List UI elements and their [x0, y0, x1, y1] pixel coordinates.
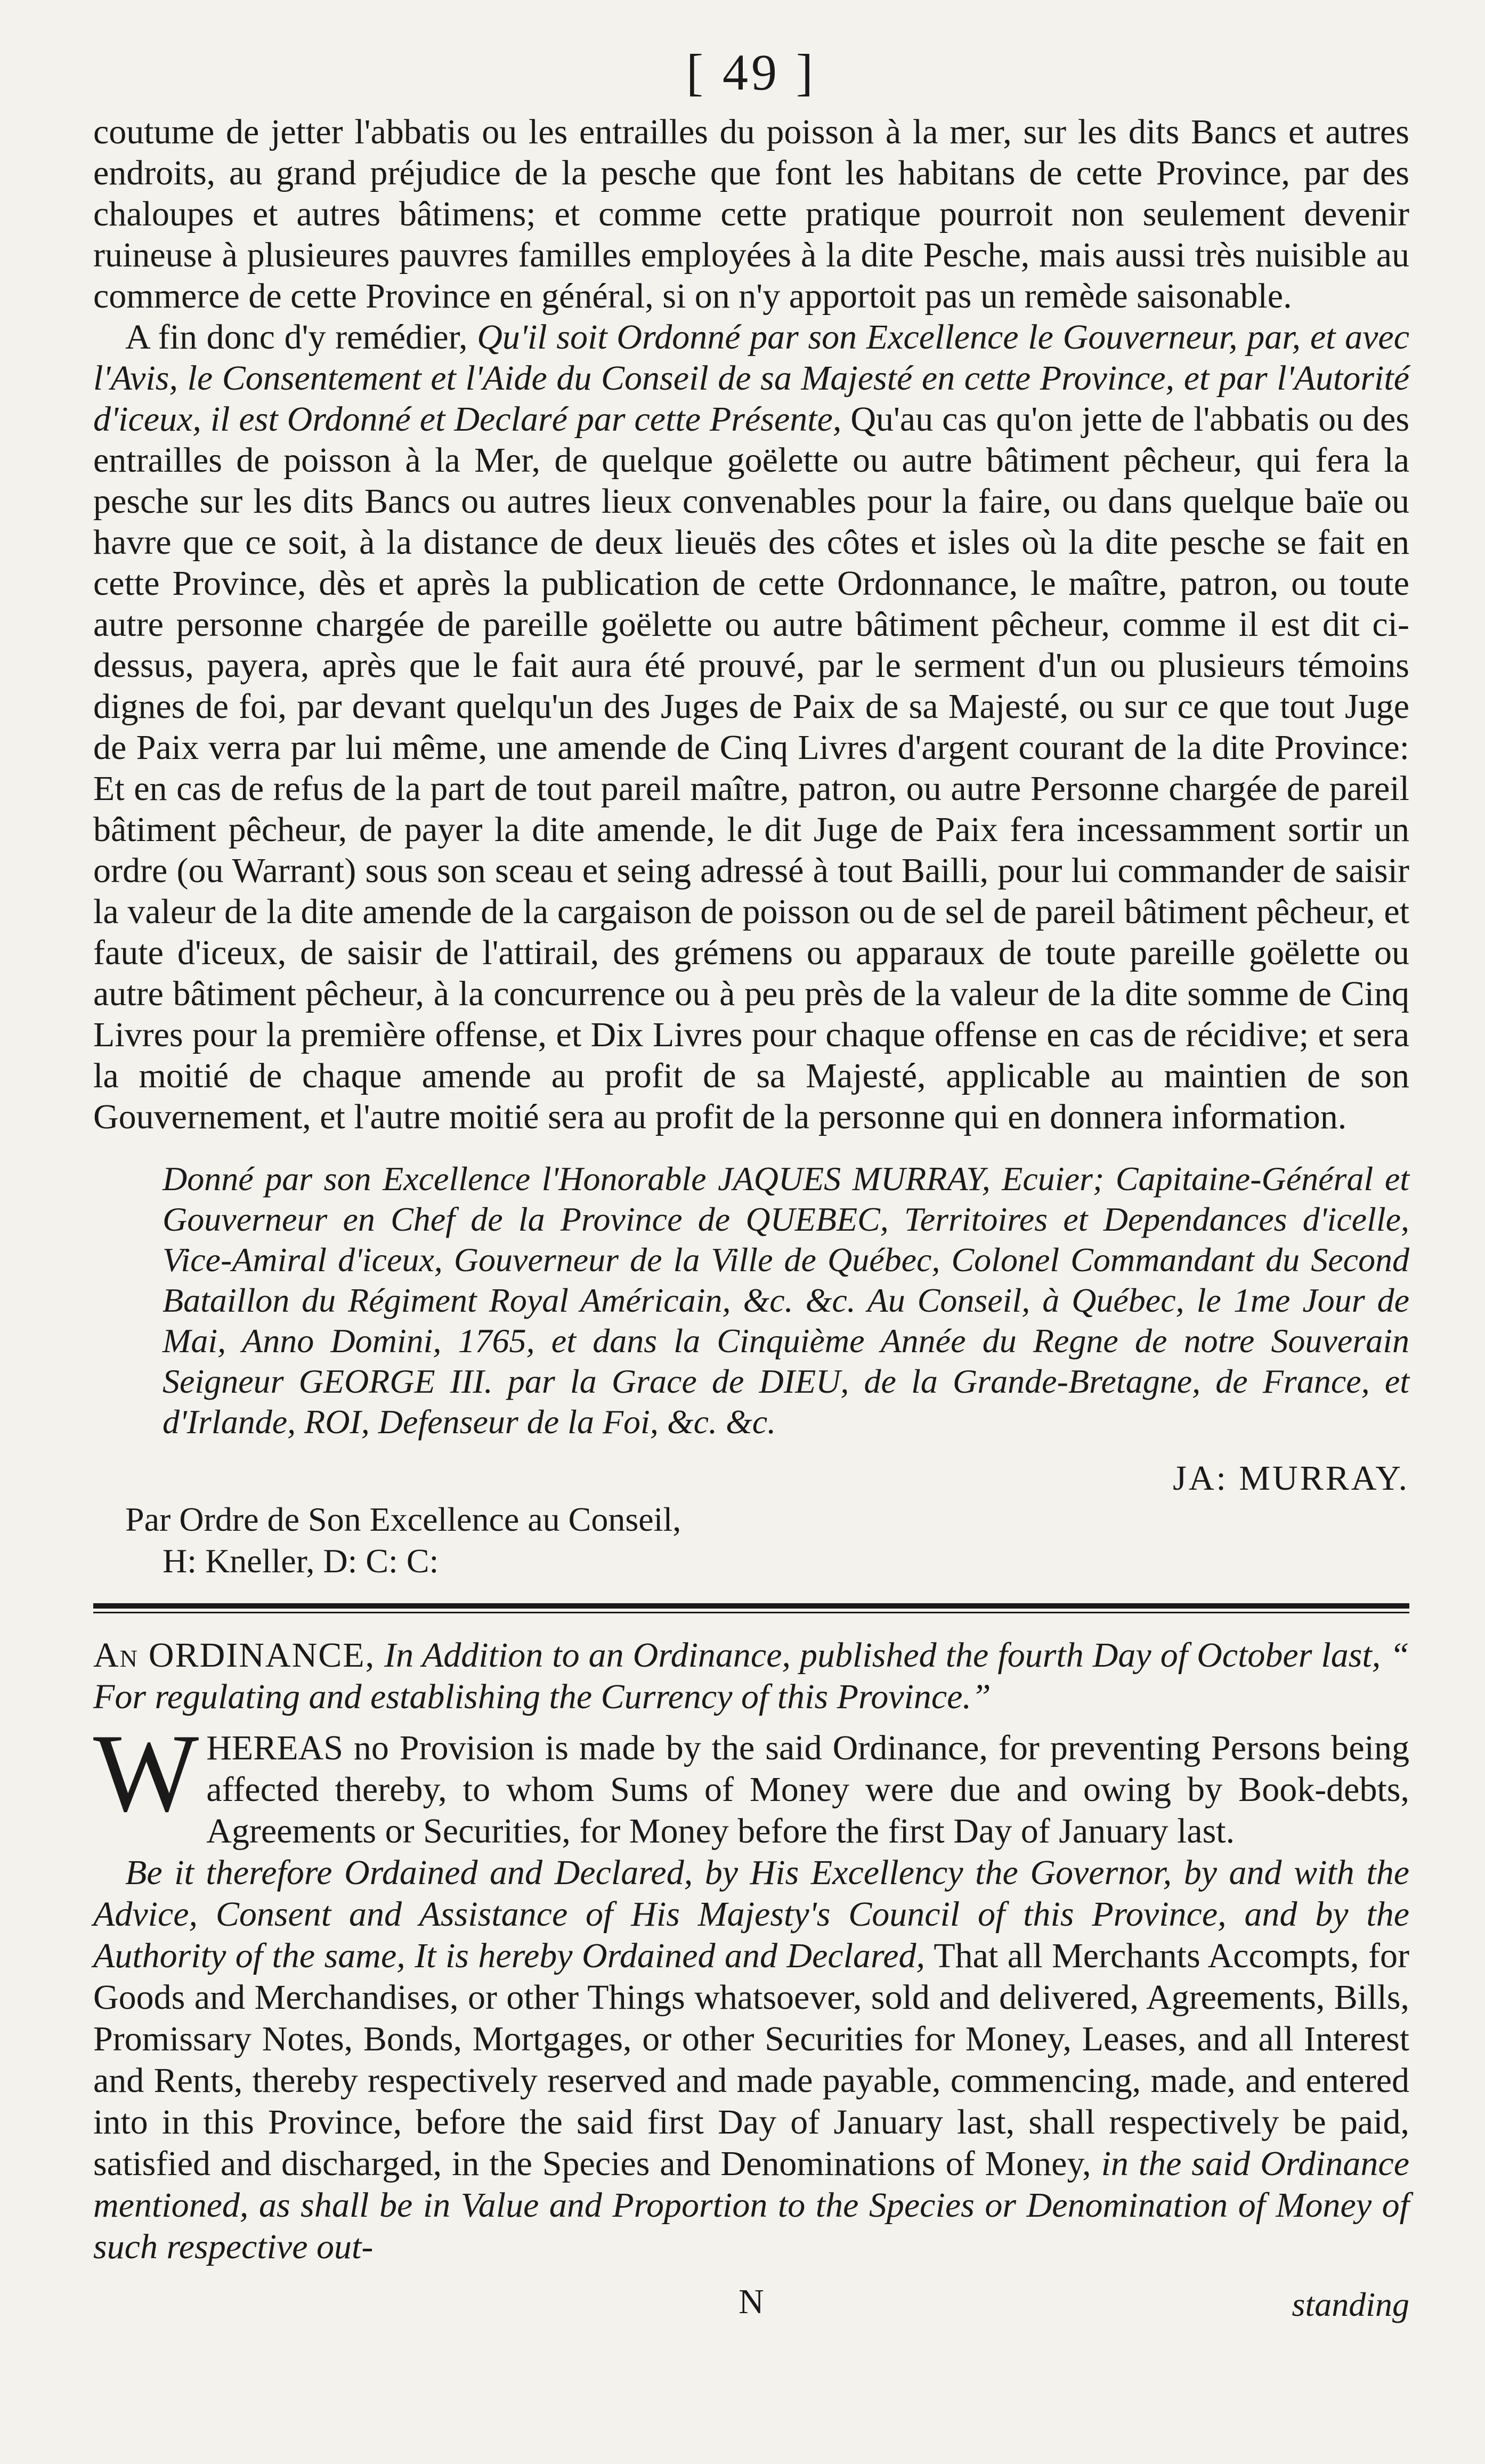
english-enacting-clause: Be it therefore Ordained and Declared, by His Excellency the Governor, by and with the Advice, Consent and Assistance of His Majesty's Council of this Province, and by the Authority of the same, It is hereby Ordained and Declared,: [93, 1853, 1409, 1975]
french-enacting-clause: Qu'il soit Ordonné par son Excellence le Gouverneur, par, et avec l'Avis, le Consentement et l'Aide du Conseil de sa Majesté en cette Province, et par l'Autorité d'iceux, il est Ordonné et Declaré par cette Présente,: [93, 318, 1409, 439]
english-paragraph-2-body: That all Merchants Accompts, for Goods and Merchandises, or other Things whatsoever, sold and delivered, Agreements, Bills, Promissary Notes, Bonds, Mortgages, or other Securities for Money, Leases, and all Interest and Rents, thereby respectively reserved and made payable, commencing, made, and entered into in this Province, before the said first Day of January last, shall respectively be paid, satisfied and discharged, in the Species and Denominations of Money,: [93, 1936, 1410, 2183]
french-given-clause: Donné par son Excellence l'Honorable JAQUES MURRAY, Ecuier; Capitaine-Général et Gouverneur en Chef de la Province de QUEBEC, Territoires et Dependances d'icelle, Vice-Amiral d'iceux, Gouverneur de la Ville de Québec, Colonel Commandant du Second Bataillon du Régiment Royal Américain, &c. &c. Au Conseil, à Québec, le 1me Jour de Mai, Anno Domini, 1765, et dans la Cinquième Année du Regne de notre Souverain Seigneur GEORGE III. par la Grace de DIEU, de la Grande-Bretagne, de France, et d'Irlande, ROI, Defenseur de la Foi, &c. &c.: [163, 1160, 1409, 1441]
english-title: [93, 1635, 1409, 1718]
section-rule-thick: [93, 1603, 1409, 1609]
french-paragraph-2-body: Qu'au cas qu'on jette de l'abbatis ou des entrailles de poisson à la Mer, de quelque goëlette ou autre bâtiment pêcheur, qui fera la pesche sur les dits Bancs ou autres lieux convenables pour la faire, ou dans quelque baïe ou havre que ce soit, à la distance de deux lieuës des côtes et isles où la dite pesche se fait en cette Province, dès et après la publication de cette Ordonnance, le maître, patron, ou toute autre personne chargée de pareille goëlette ou autre bâtiment pêcheur, comme il est dit ci-dessus, payera, après que le fait aura été prouvé, par le serment d'un ou plusieurs témoins dignes de foi, par devant quelqu'un des Juges de Paix de sa Majesté, ou sur ce que tout Juge de Paix verra par lui même, une amende de Cinq Livres d'argent courant de la dite Province: Et en cas de refus de la part de tout pareil maître, patron, ou autre Personne chargée de pareil bâtiment pêcheur, de payer la dite amende, le dit Juge de Paix fera incessamment sortir un ordre (ou Warrant) sous son sceau et seing adressé à tout Bailli, pour lui commander de saisir la valeur de la dite amende de la cargaison de poisson ou de sel de pareil bâtiment pêcheur, et faute d'iceux, de saisir de l'attirail, des grémens ou apparaux de toute pareille goëlette ou autre bâtiment pêcheur, à la concurrence ou à peu près de la valeur de la dite somme de Cinq Livres pour la première offense, et Dix Livres pour chaque offense en cas de récidive; et sera la moitié de chaque amende au profit de sa Majesté, applicable au maintien de son Gouvernement, et l'autre moitié sera au profit de la personne qui en donnera information.: [93, 400, 1410, 1136]
english-title-subtitle: In Addition to an Ordinance, published the fourth Day of October last, “ For regulating and establishing the Currency of this Province.”: [93, 1636, 1410, 1716]
english-paragraph-1-body: HEREAS no Provision is made by the said Ordinance, for preventing Persons being affected thereby, to whom Sums of Money were due and owing by Book-debts, Agreements or Securities, for Money before the first Day of January last.: [206, 1728, 1409, 1851]
english-paragraph-2: [93, 1852, 1409, 2268]
section-rule-thin: [93, 1612, 1409, 1613]
french-paragraph-2-lead: A fin donc d'y remédier,: [125, 318, 468, 357]
english-title-lead: An ORDINANCE,: [93, 1636, 376, 1675]
english-paragraph-2-tail: in the said Ordinance mentioned, as shall be in Value and Proportion to the Species or Denomination of Money of such respective out-: [93, 2144, 1410, 2266]
english-paragraph-1: [93, 1711, 1409, 1852]
french-paragraph-2: [93, 317, 1409, 1137]
catchword: standing: [1292, 2285, 1409, 2323]
drop-cap: W: [93, 1711, 199, 1835]
order-line-1: Par Ordre de Son Excellence au Conseil,: [125, 1500, 681, 1538]
signature-mark: N: [739, 2282, 764, 2321]
french-paragraph-1: coutume de jetter l'abbatis ou les entrailles du poisson à la mer, sur les dits Bancs et autres endroits, au grand préjudice de la pesche que font les habitans de cette Province, par des chaloupes et autres bâtimens; et comme cette pratique pourroit non seulement devenir ruineuse à plusieures pauvres familles employées à la dite Pesche, mais aussi très nuisible au commerce de cette Province en général, si on n'y apportoit pas un remède saisonable.: [93, 112, 1409, 316]
page-number: [ 49 ]: [686, 44, 816, 101]
order-line-2: H: Kneller, D: C: C:: [163, 1542, 439, 1580]
document-page: [93, 43, 1409, 2324]
french-ordinance: [93, 111, 1409, 1582]
signer-name: JA: MURRAY.: [1173, 1459, 1409, 1498]
english-ordinance: [93, 1635, 1409, 2268]
